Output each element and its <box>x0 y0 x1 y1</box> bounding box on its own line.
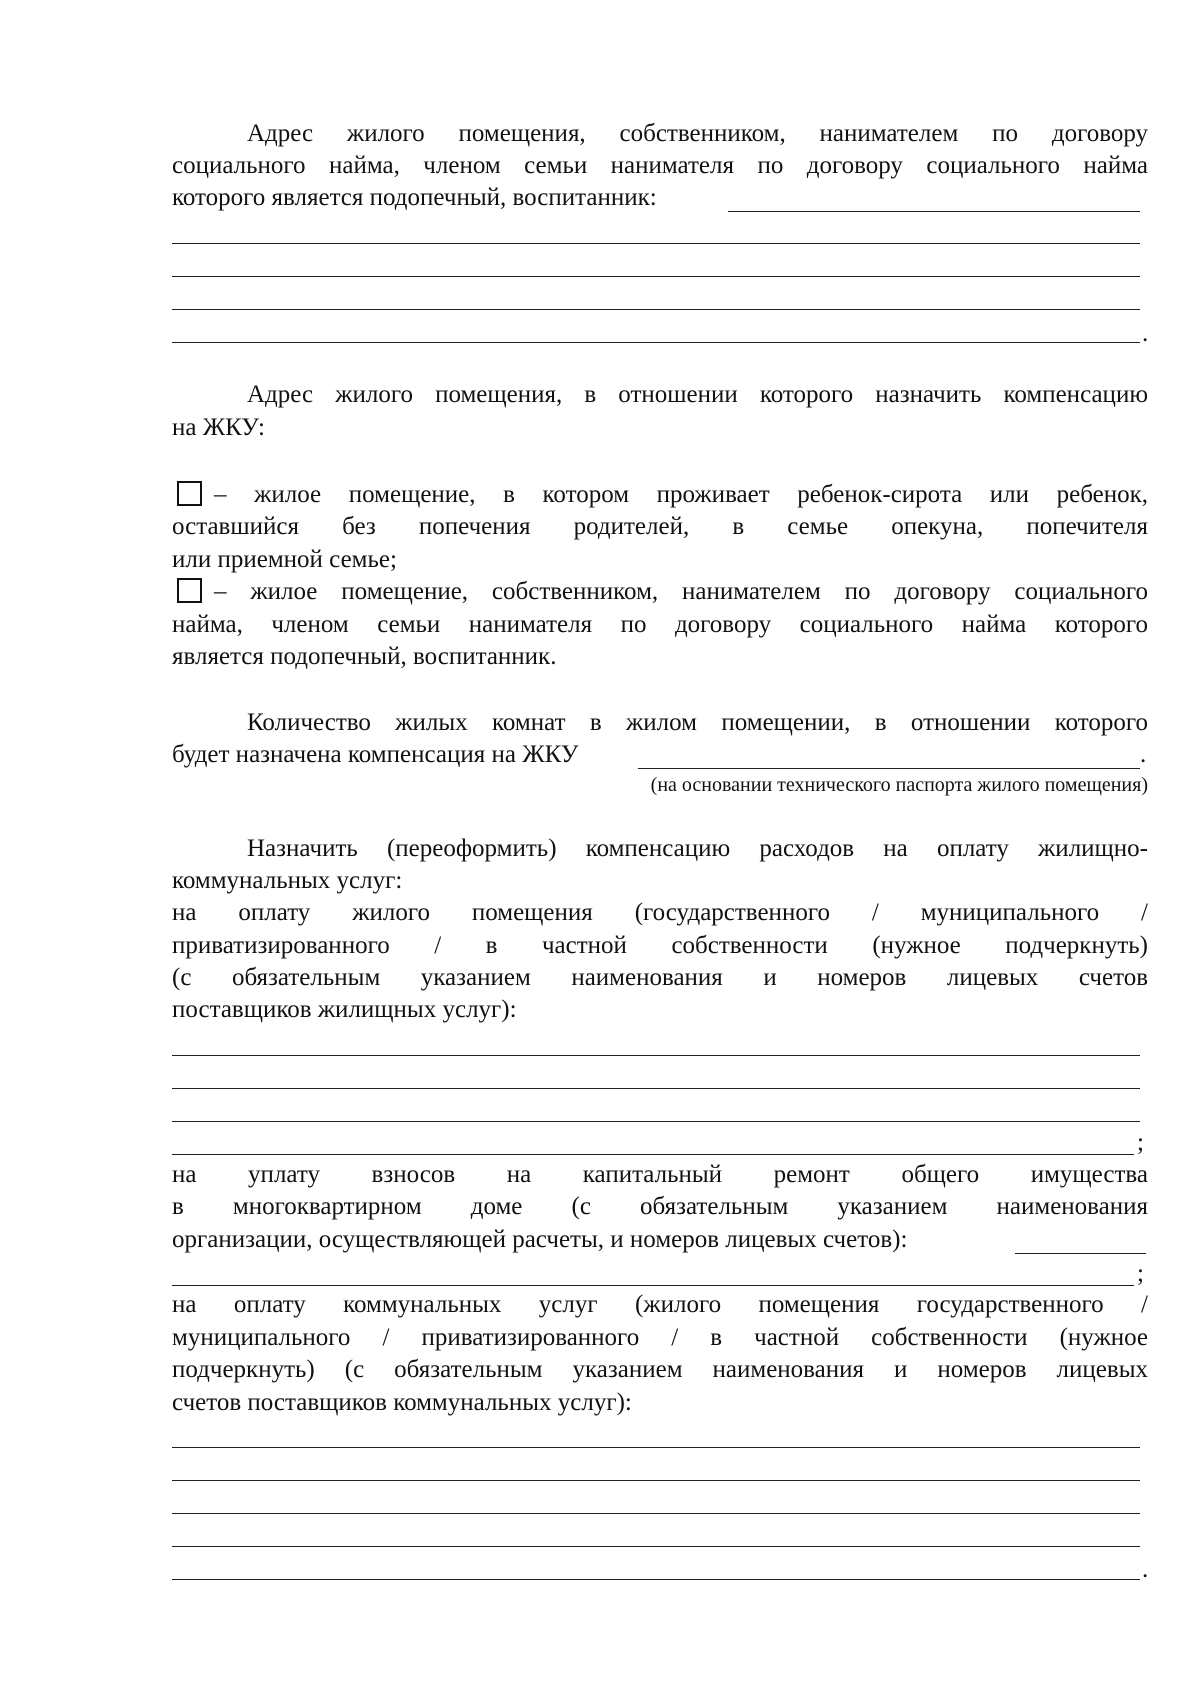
section3-line-1: Количество жилых комнат в жилом помещении, в отношении которого <box>247 709 1148 736</box>
option2-line-3: является подопечный, воспитанник. <box>172 643 557 670</box>
option2-line-1: – жилое помещение, собственником, нанимателем по договору социального <box>214 578 1148 605</box>
utility-providers-line-1[interactable] <box>172 1447 1140 1448</box>
capital-repair-field-line[interactable] <box>172 1285 1134 1286</box>
address-field-line-2[interactable] <box>172 276 1140 277</box>
section6-end-mark: . <box>1142 1556 1149 1583</box>
address-field-inline[interactable] <box>728 211 1140 212</box>
rooms-count-field[interactable] <box>638 768 1140 769</box>
section4-line-1: Назначить (переоформить) компенсацию расходов на оплату жилищно- <box>247 835 1148 862</box>
option2-checkbox[interactable] <box>177 578 202 603</box>
section1-end-mark: . <box>1142 320 1149 347</box>
section4-line-4: приватизированного / в частной собственности (нужное подчеркнуть) <box>172 932 1148 959</box>
section4-line-3: на оплату жилого помещения (государственного / муниципального / <box>172 899 1148 926</box>
option2-line-2: найма, членом семьи нанимателя по договору социального найма которого <box>172 611 1148 638</box>
utility-providers-line-5[interactable] <box>172 1579 1140 1580</box>
section2-line-1: Адрес жилого помещения, в отношении которого назначить компенсацию <box>247 381 1148 408</box>
utility-providers-line-2[interactable] <box>172 1480 1140 1481</box>
address-field-line-4[interactable] <box>172 342 1140 343</box>
capital-repair-field-inline[interactable] <box>1015 1253 1146 1254</box>
address-field-line-1[interactable] <box>172 243 1140 244</box>
option1-line-2: оставшийся без попечения родителей, в семье опекуна, попечителя <box>172 513 1148 540</box>
option1-line-1: – жилое помещение, в котором проживает ребенок-сирота или ребенок, <box>214 481 1148 508</box>
section3-end-mark: . <box>1140 741 1147 768</box>
section6-line-2: муниципального / приватизированного / в частной собственности (нужное <box>172 1324 1148 1351</box>
section4-line-5: (с обязательным указанием наименования и номеров лицевых счетов <box>172 964 1148 991</box>
section4-line-2: коммунальных услуг: <box>172 867 403 894</box>
section5-line-1: на уплату взносов на капитальный ремонт общего имущества <box>172 1161 1148 1188</box>
utility-providers-line-3[interactable] <box>172 1513 1140 1514</box>
rooms-count-note: (на основании технического паспорта жилого помещения) <box>650 774 1148 796</box>
utility-providers-line-4[interactable] <box>172 1546 1140 1547</box>
housing-providers-line-1[interactable] <box>172 1055 1140 1056</box>
section6-line-1: на оплату коммунальных услуг (жилого помещения государственного / <box>172 1291 1148 1318</box>
section4-line-6: поставщиков жилищных услуг): <box>172 996 517 1023</box>
option1-line-3: или приемной семье; <box>172 546 397 573</box>
section4-end-mark: ; <box>1137 1129 1144 1156</box>
section1-line-1: Адрес жилого помещения, собственником, нанимателем по договору <box>247 120 1148 147</box>
address-field-line-3[interactable] <box>172 309 1140 310</box>
option1-checkbox[interactable] <box>177 481 202 506</box>
section1-line-3: которого является подопечный, воспитанник: <box>172 184 657 211</box>
housing-providers-line-3[interactable] <box>172 1121 1140 1122</box>
section5-line-2: в многоквартирном доме (с обязательным указанием наименования <box>172 1193 1148 1220</box>
section5-end-mark: ; <box>1137 1260 1144 1287</box>
housing-providers-line-2[interactable] <box>172 1088 1140 1089</box>
section6-line-3: подчеркнуть) (с обязательным указанием наименования и номеров лицевых <box>172 1356 1148 1383</box>
section1-line-2: социального найма, членом семьи нанимателя по договору социального найма <box>172 152 1148 179</box>
section6-line-4: счетов поставщиков коммунальных услуг): <box>172 1389 632 1416</box>
section2-line-2: на ЖКУ: <box>172 414 265 441</box>
section5-line-3: организации, осуществляющей расчеты, и номеров лицевых счетов): <box>172 1226 908 1253</box>
housing-providers-line-4[interactable] <box>172 1154 1134 1155</box>
section3-line-2: будет назначена компенсация на ЖКУ <box>172 741 579 768</box>
